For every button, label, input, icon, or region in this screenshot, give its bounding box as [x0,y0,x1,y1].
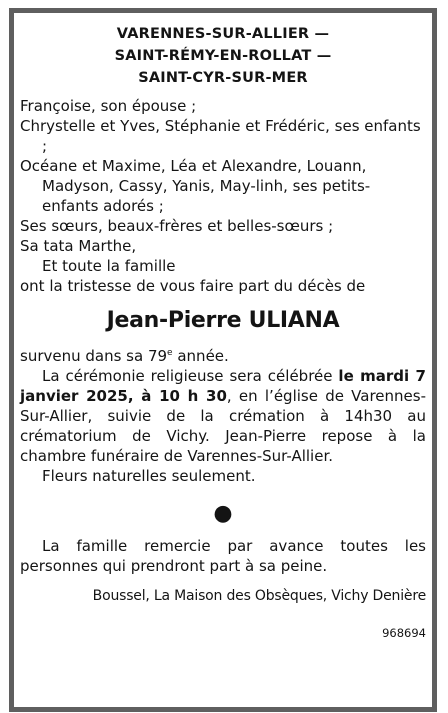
flowers-line: Fleurs naturelles seulement. [42,467,256,485]
family-list [20,96,426,296]
ceremony-intro: La cérémonie religieuse sera célébrée [42,367,339,385]
thanks-paragraph: La famille remercie par avance toutes les personnes qui prendront part à sa peine. [20,537,426,575]
place-line: VARENNES-SUR-ALLIER — [116,26,330,42]
places-heading [20,23,426,89]
reference-number: 968694 [382,626,426,640]
age-text: survenu dans sa 79 [20,347,168,365]
obituary-content [20,13,426,707]
family-line: Françoise, son épouse ; [20,97,197,115]
age-superscript: e [167,348,173,358]
age-suffix: année. [172,347,229,365]
family-line: Sa tata Marthe, [20,237,137,255]
family-line: Chrystelle et Yves, Stéphanie et Frédéric, ses enfants ; [20,117,421,155]
place-line: SAINT-RÉMY-EN-ROLLAT — [114,48,332,64]
deceased-name: Jean-Pierre ULIANA [106,308,340,333]
age-line [20,346,426,366]
separator-bullet: ● [213,501,233,526]
obituary-frame [9,8,437,712]
ceremony-paragraph [20,366,426,466]
thanks-block [20,536,426,576]
funeral-home: Boussel, La Maison des Obsèques, Vichy Denière [92,588,426,604]
family-all-line: Et toute la famille [42,257,176,275]
place-line: SAINT-CYR-SUR-MER [138,70,308,86]
details-block [20,346,426,486]
ceremony-date: le mardi 7 janvier 2025, à 10 h 30 [20,367,426,405]
family-line: Ses sœurs, beaux-frères et belles-sœurs ; [20,217,334,235]
ceremony-details: , en l’église de Varennes-Sur-Allier, suivie de la crémation à 14h30 au crématorium de Vichy. Jean-Pierre repose à la chambre funéraire de Varennes-Sur-Allier. [20,387,427,465]
family-line: Océane et Maxime, Léa et Alexandre, Louann, Madyson, Cassy, Yanis, May-linh, ses petits-enfants adorés ; [20,157,371,215]
announcement-line: ont la tristesse de vous faire part du décès de [20,277,366,295]
